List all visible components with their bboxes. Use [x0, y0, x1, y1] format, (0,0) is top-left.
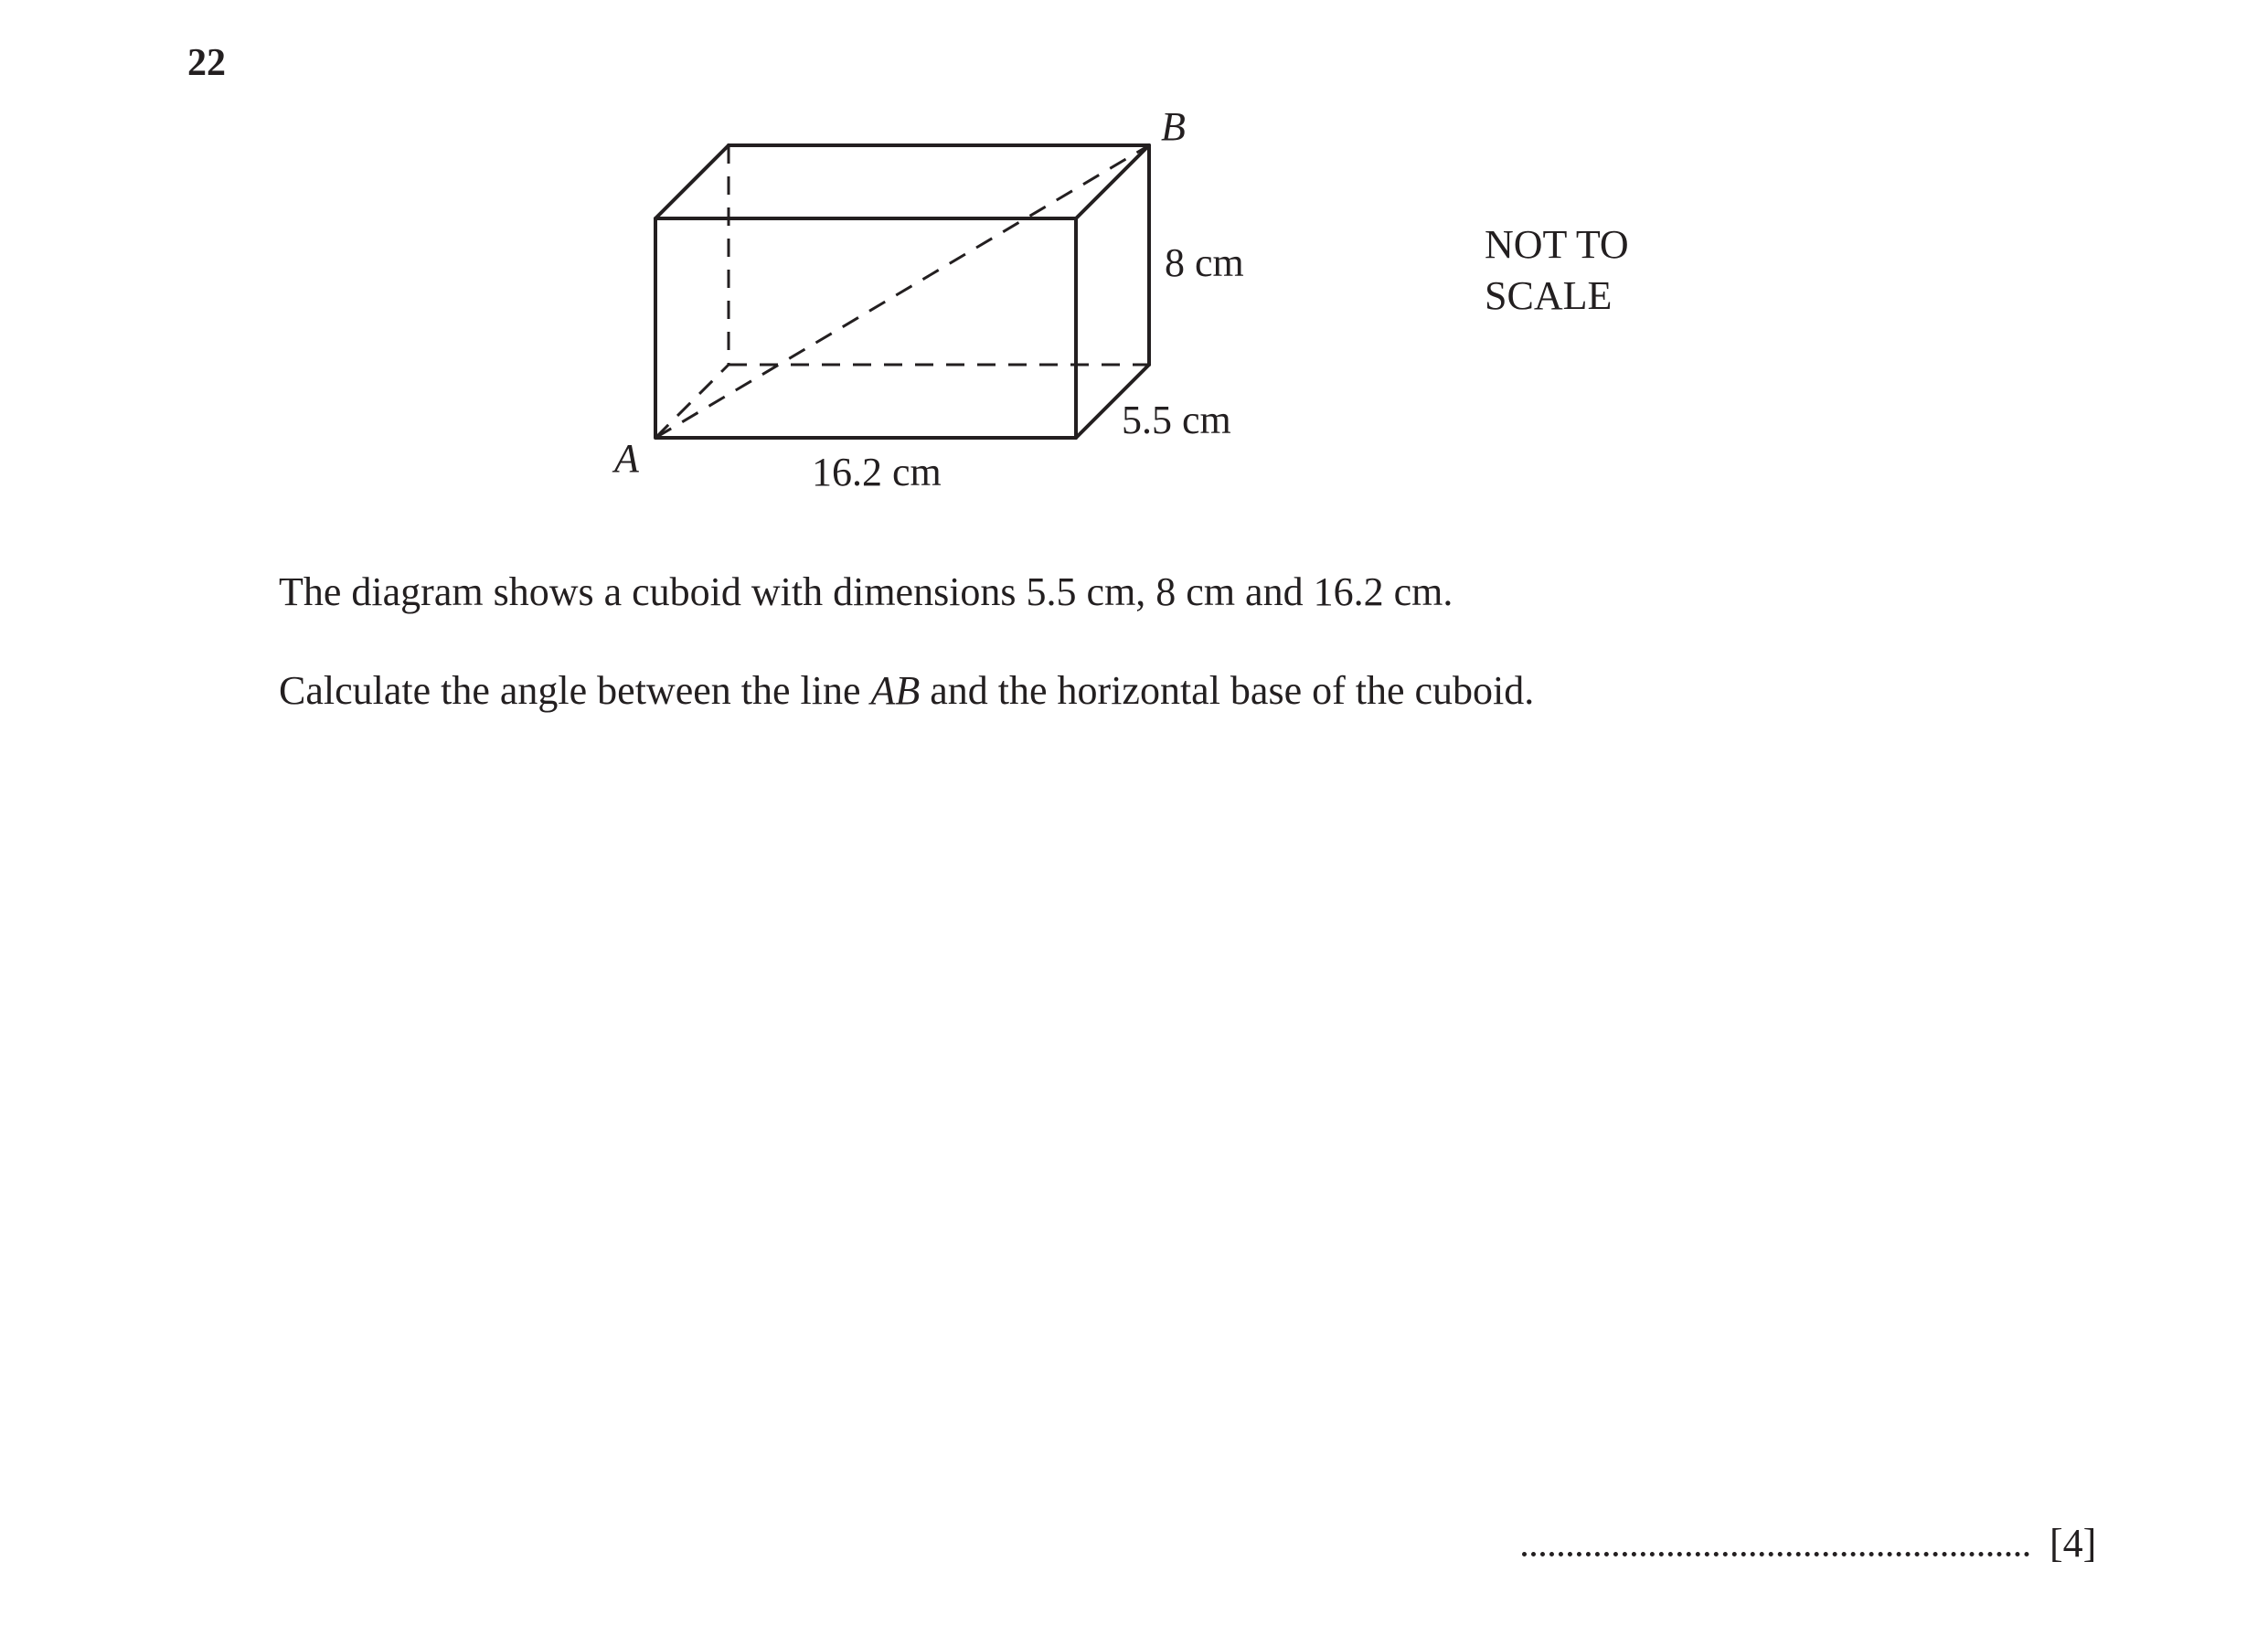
question-description: The diagram shows a cuboid with dimensions 5.5 cm, 8 cm and 16.2 cm. — [279, 569, 1453, 614]
vertex-b-label: B — [1161, 104, 1186, 149]
question-instruction — [279, 667, 1534, 716]
height-label: 8 cm — [1165, 240, 1244, 285]
length-label: 16.2 cm — [812, 450, 942, 494]
instruction-text-start: Calculate the angle between the line — [279, 668, 871, 713]
note-line-2: SCALE — [1485, 273, 1613, 318]
note-line-1: NOT TO — [1485, 222, 1629, 267]
cuboid-front-face — [655, 218, 1076, 438]
depth-label: 5.5 cm — [1122, 398, 1231, 442]
question-number: 22 — [187, 42, 226, 84]
marks-label: [4] — [2050, 1521, 2097, 1566]
not-to-scale-note — [1485, 219, 1629, 322]
answer-line[interactable] — [1522, 1515, 2029, 1556]
cuboid-diagram — [0, 0, 2268, 567]
line-ab-label: AB — [870, 668, 921, 713]
answer-area — [1522, 1515, 2096, 1568]
cuboid-top-left-edge — [655, 145, 729, 218]
vertex-a-label: A — [614, 436, 639, 481]
instruction-text-end: and the horizontal base of the cuboid. — [920, 668, 1535, 713]
